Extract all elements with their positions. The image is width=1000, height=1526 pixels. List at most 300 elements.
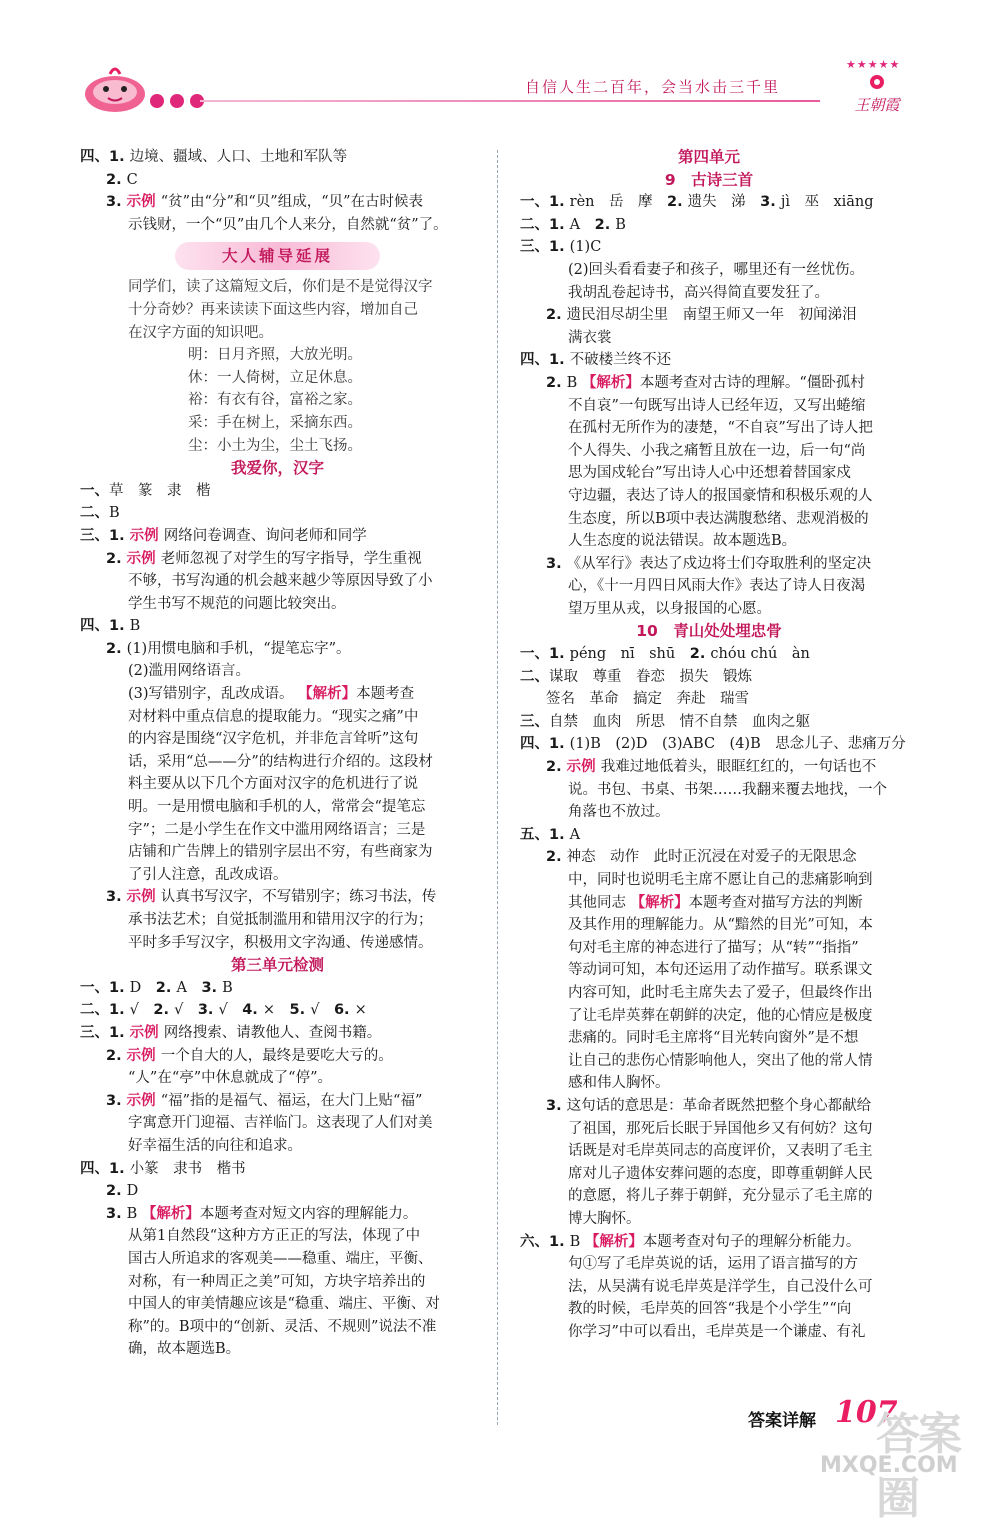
answer-line [80, 1135, 475, 1158]
example-tag: 示例 [126, 1092, 161, 1109]
answer-text: 确，故本题选B。 [128, 1341, 241, 1358]
answer-text: 句①写了毛岸英说的话，运用了语言描写的方 [568, 1256, 858, 1273]
item-number: 3. [106, 1205, 127, 1222]
item-number: 六、1. [520, 1233, 570, 1250]
answer-line [520, 914, 898, 937]
answer-line [80, 886, 475, 909]
answer-text: 等动词可知，本句还运用了动作描写。联系课文 [568, 962, 873, 979]
answer-text: 这句话的意思是：革命者既然把整个身心都献给 [566, 1097, 872, 1114]
answer-text: jì 巫 xiāng [780, 194, 874, 211]
answer-line [520, 1208, 898, 1231]
item-number: 一、1. [80, 979, 130, 996]
answer-text: 字寓意开门迎福、吉祥临门。这表现了人们对美 [128, 1115, 433, 1132]
answer-line [80, 191, 475, 214]
answer-text: √ [218, 1002, 243, 1019]
answer-line [520, 191, 898, 214]
answer-line [520, 530, 898, 553]
answer-text: 了祖国，那死后长眠于异国他乡又有何妨？这句 [568, 1120, 873, 1137]
answer-line [520, 1163, 898, 1186]
answer-text: 人生态度的说法错误。故本题选B。 [568, 533, 797, 550]
answer-text: 同学们，读了这篇短文后，你们是不是觉得汉字 [128, 279, 433, 296]
answer-line [80, 1022, 475, 1045]
answer-line [520, 959, 898, 982]
answer-text: 示钱财，一个“贝”由几个人来分，自然就“贫”了。 [128, 216, 448, 233]
answer-line [80, 909, 475, 932]
section-heading [520, 146, 898, 169]
answer-text: 老师忽视了对学生的写字指导，学生重视 [160, 550, 422, 567]
answer-line [520, 282, 898, 305]
item-number: 6. [333, 1002, 355, 1019]
answer-line [80, 435, 475, 458]
answer-text: 角落也不放过。 [568, 804, 670, 821]
item-number: 四、1. [80, 618, 130, 635]
answer-line [80, 389, 475, 412]
answer-line [520, 846, 898, 869]
item-number: 3. [106, 889, 127, 906]
answer-text: 了让毛岸英葬在朝鲜的决定，他的心情应是极度 [568, 1007, 873, 1024]
answer-line [520, 349, 898, 372]
answer-line [80, 1338, 475, 1361]
answer-line [80, 1067, 475, 1090]
answer-line [520, 1140, 898, 1163]
item-number: 2. [106, 550, 127, 567]
example-tag: 示例 [129, 1024, 164, 1041]
example-tag: 示例 [126, 194, 161, 211]
item-number: 3. [760, 194, 781, 211]
answer-text: (2)回头看看妻子和孩子，哪里还有一丝忧伤。 [568, 261, 865, 278]
item-number: 2. [153, 1002, 175, 1019]
answer-line [80, 276, 475, 299]
item-number: 一、1. [520, 646, 570, 663]
item-number: 二、 [520, 668, 549, 685]
analysis-tag: 【解析】 [581, 374, 640, 391]
answer-text: 我胡乱卷起诗书，高兴得简直要发狂了。 [568, 284, 829, 301]
item-number: 二、 [80, 505, 109, 522]
answer-line [520, 598, 898, 621]
answer-line [520, 417, 898, 440]
answer-line [520, 892, 898, 915]
answer-text: 第三单元检测 [230, 956, 324, 975]
item-number: 2. [106, 640, 127, 657]
answer-line [80, 344, 475, 367]
answer-line [520, 1253, 898, 1276]
answer-line [80, 932, 475, 955]
item-number: 四、1. [520, 352, 570, 369]
answer-text: “福”指的是福气、福运，在大门上贴“福” [160, 1092, 423, 1109]
answer-text: (3)写错别字，乱改成语。 [128, 686, 299, 703]
answer-line [80, 570, 475, 593]
section-heading [520, 169, 898, 192]
answer-line [80, 1225, 475, 1248]
answer-line [80, 593, 475, 616]
answer-line [520, 937, 898, 960]
answer-text: 承书法艺术；自觉抵制滥用和错用汉字的行为； [128, 912, 433, 928]
answer-text: × [354, 1002, 367, 1019]
answer-line [520, 1185, 898, 1208]
answer-text: 了引人注意，乱改成语。 [128, 866, 288, 883]
page-header [0, 0, 1000, 140]
answer-text: B [126, 1205, 142, 1222]
star-icons: ★★★★★ [846, 58, 901, 71]
answer-line [520, 733, 906, 756]
item-number: 四、1. [80, 1160, 130, 1177]
answer-text: 本题考查对短文内容的理解能力。 [199, 1205, 418, 1222]
answer-text: 及其作用的理解能力。从“黯然的目光”可知，本 [568, 917, 873, 934]
answer-line [520, 508, 898, 531]
answer-line [520, 440, 898, 463]
answer-line [520, 666, 898, 689]
answer-text: C [126, 171, 138, 188]
answer-text: 第四单元 [677, 148, 740, 166]
item-number: 2. [667, 194, 688, 211]
answer-line [80, 977, 475, 1000]
answer-line [80, 706, 475, 729]
watermark-url: MXQE.COM [820, 1453, 958, 1478]
answer-line [80, 322, 475, 345]
item-number: 四、1. [80, 149, 130, 165]
item-number: 2. [546, 374, 567, 391]
answer-line [80, 480, 475, 503]
answer-text: 料主要从以下几个方面对汉字的危机进行了说 [128, 776, 418, 793]
answer-text: D [129, 979, 156, 996]
answer-line [80, 299, 475, 322]
answer-text: (1)B (2)D (3)ABC (4)B 思念儿子、悲痛万分 [569, 736, 906, 753]
answer-text: 我爱你，汉字 [230, 459, 324, 478]
item-number: 2. [689, 646, 711, 663]
item-number: 五、1. [520, 826, 570, 843]
answer-line [520, 1095, 898, 1118]
answer-text: 你学习”中可以看出，毛岸英是一个谦虚、有礼 [568, 1323, 866, 1340]
section-banner [175, 242, 380, 270]
answer-text: 中，同时也说明毛主席不愿让自己的悲痛影响到 [568, 872, 873, 888]
answer-text: (2)滥用网络语言。 [128, 663, 251, 680]
answer-text: 满衣裳 [568, 329, 612, 346]
answer-text: 望万里从戎，以身报国的心愿。 [568, 600, 771, 617]
answer-text: 遗失 涕 [687, 194, 761, 211]
answer-line [520, 327, 898, 350]
answer-text: 自禁 血肉 所思 情不自禁 血肉之躯 [549, 713, 810, 730]
example-tag: 示例 [566, 759, 601, 776]
answer-text: 裕：有衣有谷，富裕之家。 [188, 392, 362, 409]
answer-text: 让自己的悲伤心情影响他人，突出了他的常人情 [568, 1052, 873, 1069]
answer-text: 休：一人倚树，立足休息。 [188, 369, 362, 386]
answer-text: 悲痛的。同时毛主席将“目光转向窗外”是不想 [568, 1030, 859, 1047]
answer-text: 个人得失、小我之痛暂且放在一边，后一句“尚 [568, 442, 866, 459]
item-number: 二、1. [80, 1002, 130, 1019]
item-number: 3. [546, 555, 567, 572]
answer-text: 神态 动作 此时正沉浸在对爱子的无限思念 [566, 849, 857, 866]
answer-text: √ [174, 1002, 198, 1019]
answer-text: 字”；二是小学生在作文中滥用网络语言；三是 [128, 821, 426, 838]
answer-text: 谋取 尊重 眷恋 损失 锻炼 [549, 668, 752, 685]
answer-text: 中国人的审美情趣应该是“稳重、端庄、平衡、对 [128, 1296, 440, 1313]
answer-line [80, 773, 475, 796]
answer-line [520, 575, 898, 598]
answer-text: 明。一是用惯电脑和手机的人，常常会“提笔忘 [128, 799, 426, 816]
item-number: 3. [201, 979, 223, 996]
answer-line [520, 711, 898, 734]
answer-text: 10 青山处处埋忠骨 [636, 622, 782, 641]
answer-line [520, 1005, 898, 1028]
answer-text: D [126, 1183, 139, 1200]
answer-line [80, 819, 475, 842]
answer-text: 小篆 隶书 楷书 [129, 1160, 246, 1177]
footer-label: 答案详解 [748, 1411, 816, 1431]
item-number: 3. [106, 1092, 127, 1109]
item-number: 三、1. [80, 527, 130, 544]
answer-text: 席对儿子遗体安葬问题的态度，即尊重朝鲜人民 [568, 1165, 873, 1182]
answer-line [80, 548, 475, 571]
item-number: 2. [106, 171, 127, 188]
example-tag: 示例 [126, 550, 161, 567]
answer-line [520, 779, 898, 802]
answer-line [520, 395, 898, 418]
answer-line [520, 688, 898, 711]
answer-text: 话既是对毛岸英同志的高度评价，又表明了毛主 [568, 1143, 873, 1160]
answer-text: 本题考查 [356, 686, 415, 703]
header-rule [200, 100, 820, 102]
brand-logo-text: 王朝霞 [854, 96, 900, 114]
answer-line [80, 1248, 475, 1271]
answer-line [80, 999, 475, 1022]
item-number: 3. [546, 1097, 567, 1114]
item-number: 三、 [520, 713, 549, 730]
answer-text: 不破楼兰终不还 [569, 352, 672, 369]
answer-text: B [566, 374, 582, 391]
answer-text: 签名 革命 搞定 奔赴 瑞雪 [546, 691, 749, 708]
answer-text: 遗民泪尽胡尘里 南望王师又一年 初闻涕泪 [566, 307, 857, 324]
answer-text: 我难过地低着头，眼眶红红的，一句话也不 [600, 759, 877, 776]
item-number: 2. [106, 1047, 127, 1064]
answer-text: A [176, 979, 202, 996]
answer-line [520, 372, 898, 395]
analysis-tag: 【解析】 [298, 686, 357, 703]
item-number: 4. [242, 1002, 263, 1019]
item-number: 2. [546, 307, 567, 324]
answer-text: 《从军行》表达了戍边将士们夺取胜利的坚定决 [566, 555, 872, 572]
answer-text: 本题考查对句子的理解分析能力。 [642, 1233, 861, 1250]
answer-text: 大人辅导延展 [221, 247, 333, 266]
answer-line [520, 462, 898, 485]
answer-text: 在孤村无所作为的凄楚，“不自哀”写出了诗人把 [568, 420, 873, 437]
answer-line [520, 259, 898, 282]
answer-line [520, 1276, 898, 1299]
left-column [80, 146, 475, 1361]
answer-text: 一个自大的人，最终是要吃大亏的。 [160, 1047, 393, 1064]
answer-text: 国古人所追求的客观美——稳重、端庄，平衡、 [128, 1250, 433, 1267]
analysis-tag: 【解析】 [584, 1233, 643, 1250]
section-heading [520, 620, 898, 643]
answer-line [80, 1203, 475, 1226]
example-tag: 示例 [126, 889, 161, 906]
answer-line [520, 801, 898, 824]
item-number: 3. [106, 194, 127, 211]
answer-text: 采：手在树上，采摘东西。 [188, 414, 362, 431]
example-tag: 示例 [129, 527, 164, 544]
answer-text: 好幸福生活的向往和追求。 [128, 1137, 302, 1154]
answer-text: “贫”由“分”和“贝”组成，“贝”在古时候表 [160, 194, 424, 211]
answer-text: × [262, 1002, 290, 1019]
answer-text: 其他同志 [568, 894, 631, 911]
answer-text: 心，《十一月四日风雨大作》表达了诗人日夜渴 [568, 578, 866, 595]
answer-line [80, 841, 475, 864]
answer-text: 思为国戍轮台”写出诗人心中还想着替国家戍 [568, 465, 851, 482]
answer-line [80, 1293, 475, 1316]
example-tag: 示例 [126, 1047, 161, 1064]
analysis-tag: 【解析】 [141, 1205, 200, 1222]
answer-line [80, 864, 475, 887]
answer-text: 法，从吴满有说毛岸英是洋学生，自己没什么可 [568, 1278, 873, 1295]
answer-line [80, 638, 475, 661]
answer-line [520, 214, 898, 237]
answer-text: 本题考查对古诗的理解。“僵卧孤村 [639, 374, 865, 391]
answer-line [80, 214, 475, 237]
item-number: 2. [546, 759, 567, 776]
item-number: 一、 [80, 482, 109, 499]
answer-text: 从第1自然段“这种方方正正的写法，体现了中 [128, 1228, 421, 1245]
answer-line [80, 660, 475, 683]
answer-line [80, 1112, 475, 1135]
item-number: 一、1. [520, 194, 570, 211]
answer-line [520, 1072, 898, 1095]
item-number: 2. [106, 1183, 127, 1200]
answer-text: B [569, 1233, 585, 1250]
answer-text: B [222, 979, 233, 996]
answer-text: 生态度，所以B项中表达满腹愁绪、悲观消极的 [568, 510, 869, 527]
answer-line [520, 1231, 898, 1254]
answer-line [80, 796, 475, 819]
answer-text: 草 篆 隶 楷 [109, 482, 211, 499]
answer-text: 不够，书写沟通的机会越来越少等原因导致了小 [128, 573, 433, 590]
answer-text: 的内容是围绕“汉字危机，并非危言耸听”这句 [128, 731, 419, 748]
answer-text: 对称，有一种周正之美”可知，方块字培养出的 [128, 1273, 426, 1290]
answer-text: 网络搜索、请教他人、查阅书籍。 [163, 1024, 382, 1041]
answer-line [80, 412, 475, 435]
analysis-tag: 【解析】 [630, 894, 689, 911]
answer-text: 明：日月齐照，大放光明。 [188, 347, 362, 364]
answer-text: 店铺和广告牌上的错别字层出不穷，有些商家为 [128, 844, 433, 861]
answer-line [80, 683, 475, 706]
answer-text: √ [310, 1002, 334, 1019]
item-number: 2. [546, 849, 567, 866]
answer-line [520, 553, 898, 576]
answer-line [520, 756, 898, 779]
answer-text: 教的时候，毛岸英的回答“我是个小学生”“向 [568, 1301, 852, 1318]
answer-line [520, 1027, 898, 1050]
section-heading [80, 457, 475, 480]
item-number: 2. [594, 216, 616, 233]
section-heading [80, 954, 475, 977]
answer-line [520, 869, 898, 892]
answer-text: 平时多手写汉字，积极用文字沟通、传递感情。 [128, 934, 433, 951]
answer-text: 认真书写汉字，不写错别字；练习书法，传 [160, 889, 437, 906]
item-number: 2. [155, 979, 177, 996]
page-number: 107 [835, 1395, 898, 1430]
answer-text: 尘：小土为尘，尘土飞扬。 [188, 437, 362, 454]
answer-text: 感和伟人胸怀。 [568, 1075, 670, 1092]
answer-text: 边境、疆域、人口、土地和军队等 [129, 149, 348, 165]
answer-text: A [569, 826, 581, 843]
answer-line [80, 1180, 475, 1203]
answer-line [80, 1271, 475, 1294]
answer-line [80, 169, 475, 192]
answer-text: 说。书包、书桌、书架……我翻来覆去地找，一个 [568, 781, 887, 798]
answer-line [520, 982, 898, 1005]
answer-text: B [615, 216, 626, 233]
answer-line [80, 1158, 475, 1181]
answer-text: A [569, 216, 595, 233]
answer-text: chóu chú àn [710, 646, 810, 663]
watermark-logo: 答案圈 [876, 1409, 960, 1524]
answer-line [520, 643, 898, 666]
answer-text: 的意愿，将儿子葬于朝鲜，充分显示了毛主席的 [568, 1188, 873, 1205]
item-number: 二、1. [520, 216, 570, 233]
answer-text: (1)C [569, 239, 602, 256]
header-motto: 自信人生二百年，会当水击三千里 [525, 78, 781, 96]
answer-text: 守边疆，表达了诗人的报国豪情和积极乐观的人 [568, 487, 873, 504]
answer-text: péng nī shū [569, 646, 690, 663]
answer-line [520, 236, 898, 259]
answer-line [520, 1118, 898, 1141]
answer-line [80, 1045, 475, 1068]
item-number: 三、1. [520, 239, 570, 256]
answer-line [520, 485, 898, 508]
answer-text: √ [129, 1002, 154, 1019]
answer-text: 学生书写不规范的问题比较突出。 [128, 595, 346, 612]
answer-text: rèn 岳 摩 [569, 194, 668, 211]
answer-line [80, 728, 475, 751]
answer-text: 十分奇妙？再来读读下面这些内容，增加自己 [128, 301, 418, 318]
answer-line [520, 1050, 898, 1073]
column-divider [497, 150, 498, 1425]
answer-text: 句对毛主席的神态进行了描写；从“转”“指指” [568, 939, 859, 956]
answer-text: 本题考查对描写方法的判断 [688, 894, 863, 911]
answer-text: 内容可知，此时毛主席失去了爱子，但最终作出 [568, 984, 873, 1001]
answer-text: B [109, 505, 120, 522]
item-number: 5. [289, 1002, 311, 1019]
answer-text: 在汉字方面的知识吧。 [128, 324, 273, 341]
answer-text: B [129, 618, 141, 635]
item-number: 四、1. [520, 736, 570, 753]
answer-line [80, 525, 475, 548]
answer-text: (1)用惯电脑和手机，“提笔忘字”。 [126, 640, 351, 657]
answer-text: 博大胸怀。 [568, 1210, 641, 1227]
answer-text: 话，采用“总——分”的结构进行介绍的。这段材 [128, 753, 433, 770]
answer-line [80, 751, 475, 774]
answer-text: 称”的。B项中的“创新、灵活、不规则”说法不准 [128, 1318, 437, 1335]
answer-text: 对材料中重点信息的提取能力。“现实之痛”中 [128, 708, 419, 725]
answer-line [80, 615, 475, 638]
answer-text: 不自哀”一句既写出诗人已经年迈，又写出蜷缩 [568, 397, 866, 414]
answer-text: 9 古诗三首 [664, 170, 754, 189]
mascot-icon [80, 62, 150, 114]
answer-line [520, 1298, 898, 1321]
answer-line [80, 367, 475, 390]
answer-line [80, 1316, 475, 1339]
answer-line [80, 502, 475, 525]
answer-line [80, 1090, 475, 1113]
item-number: 3. [197, 1002, 219, 1019]
answer-line [520, 304, 898, 327]
right-column [520, 146, 906, 1343]
answer-line [80, 146, 475, 169]
brand-logo-icon [842, 66, 912, 122]
answer-text: 网络问卷调查、询问老师和同学 [163, 527, 367, 544]
header-dots [150, 93, 210, 112]
answer-text: “人”在“亭”中休息就成了“停”。 [128, 1070, 332, 1087]
answer-line [520, 1321, 898, 1344]
item-number: 三、1. [80, 1024, 130, 1041]
